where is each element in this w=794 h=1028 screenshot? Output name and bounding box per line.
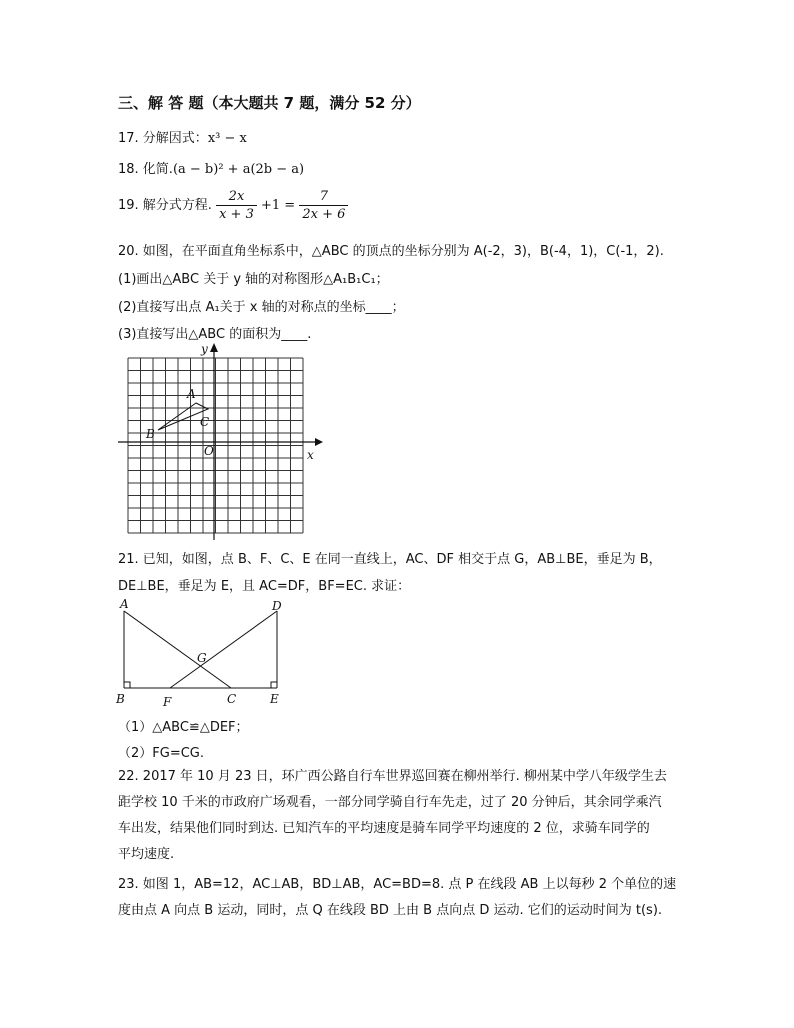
section-title: 三、解 答 题（本大题共 7 题，满分 52 分） — [118, 94, 421, 112]
label-b: B — [116, 692, 125, 706]
label-a: A — [187, 387, 196, 401]
label-x: x — [307, 448, 314, 462]
coordinate-grid-figure — [110, 340, 330, 545]
segment-ac — [124, 611, 231, 688]
right-angle-b — [124, 682, 130, 688]
q19-fraction-left — [216, 188, 257, 223]
x-axis-arrow — [315, 438, 323, 446]
q20-part1: (1)画出△ABC 关于 y 轴的对称图形△A₁B₁C₁； — [118, 272, 389, 287]
q21-part2: （2）FG=CG. — [118, 746, 204, 761]
label-a: A — [120, 597, 129, 611]
question-18 — [118, 158, 304, 177]
label-origin: O — [204, 444, 214, 458]
label-c: C — [200, 415, 210, 429]
question-22 — [118, 764, 678, 868]
q22-line3: 车出发，结果他们同时到达. 已知汽车的平均速度是骑车同学平均速度的 2 位，求骑车同学的 — [118, 821, 650, 836]
label-y: y — [201, 342, 208, 356]
y-axis-arrow — [210, 343, 218, 352]
q21-line1: 21. 已知，如图，点 B、F、C、E 在同一直线上，AC、DF 相交于点 G，AB⊥BE，垂足为 B， — [118, 552, 662, 567]
q21-part1: （1）△ABC≌△DEF； — [118, 720, 249, 735]
question-23 — [118, 872, 678, 924]
question-17 — [118, 127, 247, 146]
q19-fraction-right — [299, 188, 348, 223]
q20-intro: 20. 如图，在平面直角坐标系中，△ABC 的顶点的坐标分别为 A(-2，3)，B(-4，1)，C(-1，2). — [118, 244, 664, 259]
label-b: B — [146, 427, 155, 441]
q20-part2: (2)直接写出点 A₁关于 x 轴的对称点的坐标____； — [118, 300, 405, 315]
question-19 — [118, 188, 348, 223]
label-g: G — [197, 651, 207, 665]
q19-text: 19. 解分式方程. — [118, 198, 212, 213]
segment-df — [170, 611, 277, 688]
q17-text: 17. 分解因式： — [118, 131, 208, 146]
right-angle-e — [271, 682, 277, 688]
label-d: D — [272, 599, 282, 613]
label-f: F — [163, 695, 172, 709]
geometry-figure — [112, 596, 297, 710]
q19-denominator-right: 2x + 6 — [302, 207, 346, 222]
q19-numerator-left: 2x — [216, 188, 257, 206]
q19-numerator-right: 7 — [299, 188, 348, 206]
label-e: E — [270, 692, 279, 706]
q22-line4: 平均速度. — [118, 847, 175, 862]
q18-expression: (a − b)² + a(2b − a) — [172, 162, 305, 177]
q17-expression: x³ − x — [207, 131, 247, 146]
grid-lines — [128, 358, 303, 533]
q22-line1: 22. 2017 年 10 月 23 日，环广西公路自行车世界巡回赛在柳州举行. 柳州某中学八年级学生去 — [118, 769, 667, 784]
q19-middle: +1 = — [261, 198, 296, 213]
q18-text: 18. 化简. — [118, 162, 173, 177]
q20-part3: (3)直接写出△ABC 的面积为____. — [118, 327, 312, 342]
q19-denominator-left: x + 3 — [219, 207, 254, 222]
label-c: C — [227, 692, 237, 706]
q23-line1: 23. 如图 1，AB=12，AC⊥AB，BD⊥AB，AC=BD=8. 点 P 在线段 AB 上以每秒 2 个单位的速 — [118, 877, 677, 892]
q21-line2: DE⊥BE，垂足为 E，且 AC=DF，BF=EC. 求证： — [118, 579, 411, 594]
q23-line2: 度由点 A 向点 B 运动，同时，点 Q 在线段 BD 上由 B 点向点 D 运动. 它们的运动时间为 t(s). — [118, 903, 663, 918]
q22-line2: 距学校 10 千米的市政府广场观看，一部分同学骑自行车先走，过了 20 分钟后，其余同学乘汽 — [118, 795, 662, 810]
